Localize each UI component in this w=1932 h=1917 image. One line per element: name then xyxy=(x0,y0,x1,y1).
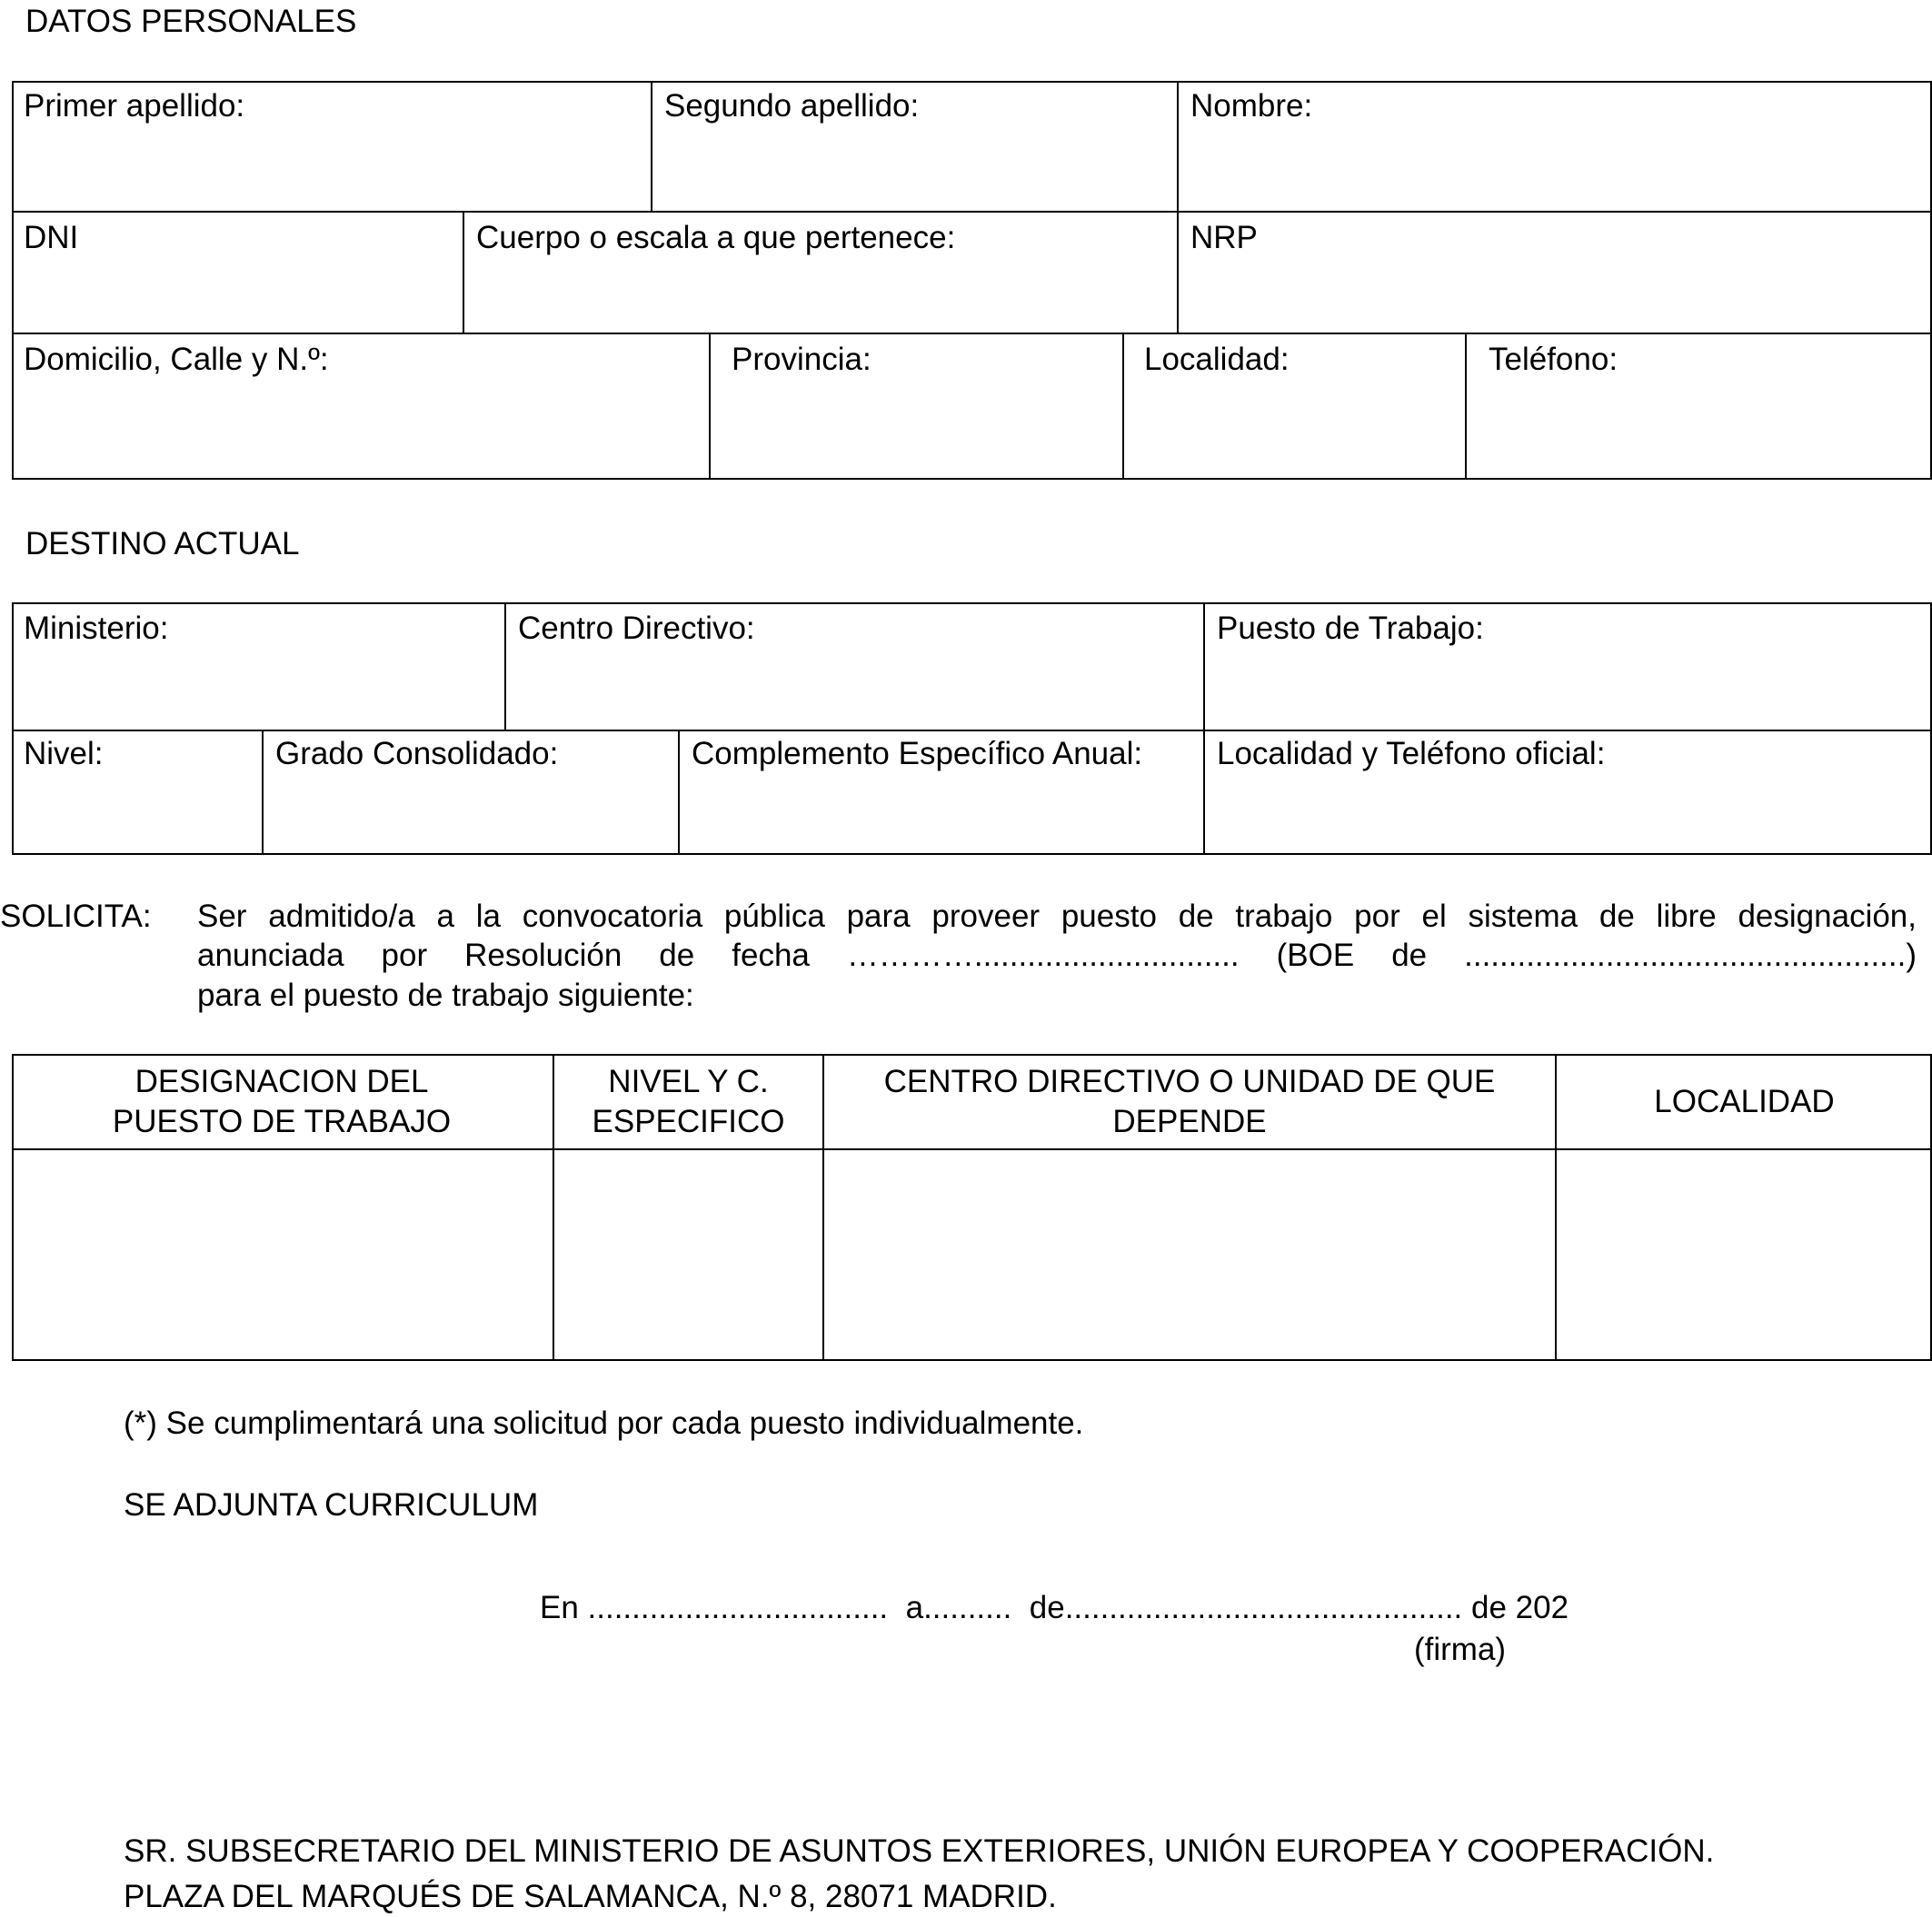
localidad-telefono-label: Localidad y Teléfono oficial: xyxy=(1217,736,1606,771)
localidad-label: Localidad: xyxy=(1144,342,1290,377)
solicita-label: SOLICITA: xyxy=(0,899,152,934)
centro-directivo-label: Centro Directivo: xyxy=(518,611,755,646)
solicita-text-line-3: para el puesto de trabajo siguiente: xyxy=(197,978,694,1013)
nivel-label: Nivel: xyxy=(24,736,104,771)
grado-consolidado-label: Grado Consolidado: xyxy=(275,736,559,771)
localidad-input-cell[interactable] xyxy=(1557,1150,1932,1359)
localidad-field[interactable] xyxy=(1124,334,1465,478)
primer-apellido-label: Primer apellido: xyxy=(24,88,245,124)
telefono-label: Teléfono: xyxy=(1489,342,1618,377)
nombre-field[interactable] xyxy=(1179,81,1932,211)
nombre-label: Nombre: xyxy=(1190,88,1313,124)
addressee-line-1: SR. SUBSECRETARIO DEL MINISTERIO DE ASUNTOS EXTERIORES, UNIÓN EUROPEA Y COOPERACIÓN. xyxy=(124,1833,1715,1869)
nrp-field[interactable] xyxy=(1179,213,1932,333)
nivel-field[interactable] xyxy=(12,729,262,853)
adjunta-curriculum: SE ADJUNTA CURRICULUM xyxy=(124,1487,539,1523)
localidad-telefono-field[interactable] xyxy=(1205,729,1932,853)
solicita-text-line-2: anunciada por Resolución de fecha ………….............................. (BOE de ..................................................) xyxy=(197,938,1917,973)
segundo-apellido-field[interactable] xyxy=(652,81,1177,211)
firma-place-date-line: En .................................. a.......... de............................................. de 202 xyxy=(540,1590,1569,1625)
header-nivel-especifico: NIVEL Y C. ESPECIFICO xyxy=(592,1064,785,1139)
cuerpo-escala-field[interactable] xyxy=(464,213,1177,333)
dni-field[interactable] xyxy=(12,213,463,333)
grado-consolidado-field[interactable] xyxy=(264,729,678,853)
dni-label: DNI xyxy=(24,220,79,255)
provincia-field[interactable] xyxy=(711,334,1122,478)
primer-apellido-field[interactable] xyxy=(12,81,651,211)
domicilio-label: Domicilio, Calle y N.º: xyxy=(24,342,329,377)
complemento-especifico-label: Complemento Específico Anual: xyxy=(692,736,1143,771)
header-localidad: LOCALIDAD xyxy=(1654,1084,1835,1120)
cuerpo-escala-label: Cuerpo o escala a que pertenece: xyxy=(476,220,956,255)
telefono-field[interactable] xyxy=(1467,334,1932,478)
puesto-trabajo-field[interactable] xyxy=(1205,603,1932,730)
header-centro-directivo: CENTRO DIRECTIVO O UNIDAD DE QUE DEPENDE xyxy=(883,1064,1496,1139)
centro-directivo-input-cell[interactable] xyxy=(824,1150,1555,1359)
designacion-input-cell[interactable] xyxy=(14,1150,553,1359)
section-heading-datos-personales: DATOS PERSONALES xyxy=(25,4,357,39)
provincia-label: Provincia: xyxy=(732,342,871,377)
note-text: (*) Se cumplimentará una solicitud por cada puesto individualmente. xyxy=(124,1405,1084,1441)
solicita-text-line-1: Ser admitido/a a la convocatoria pública para proveer puesto de trabajo por el sistema de libre designación, xyxy=(197,899,1917,934)
segundo-apellido-label: Segundo apellido: xyxy=(664,88,920,124)
centro-directivo-field[interactable] xyxy=(506,603,1203,730)
addressee-line-2: PLAZA DEL MARQUÉS DE SALAMANCA, N.º 8, 28071 MADRID. xyxy=(124,1879,1057,1914)
complemento-especifico-field[interactable] xyxy=(680,729,1203,853)
firma-label: (firma) xyxy=(1414,1632,1507,1667)
nrp-label: NRP xyxy=(1190,220,1258,255)
ministerio-field[interactable] xyxy=(12,603,504,730)
nivel-especifico-input-cell[interactable] xyxy=(554,1150,822,1359)
ministerio-label: Ministerio: xyxy=(24,611,169,646)
header-designacion: DESIGNACION DEL PUESTO DE TRABAJO xyxy=(112,1064,452,1139)
domicilio-field[interactable] xyxy=(12,334,709,478)
puesto-trabajo-label: Puesto de Trabajo: xyxy=(1217,611,1484,646)
section-heading-destino-actual: DESTINO ACTUAL xyxy=(25,526,300,561)
